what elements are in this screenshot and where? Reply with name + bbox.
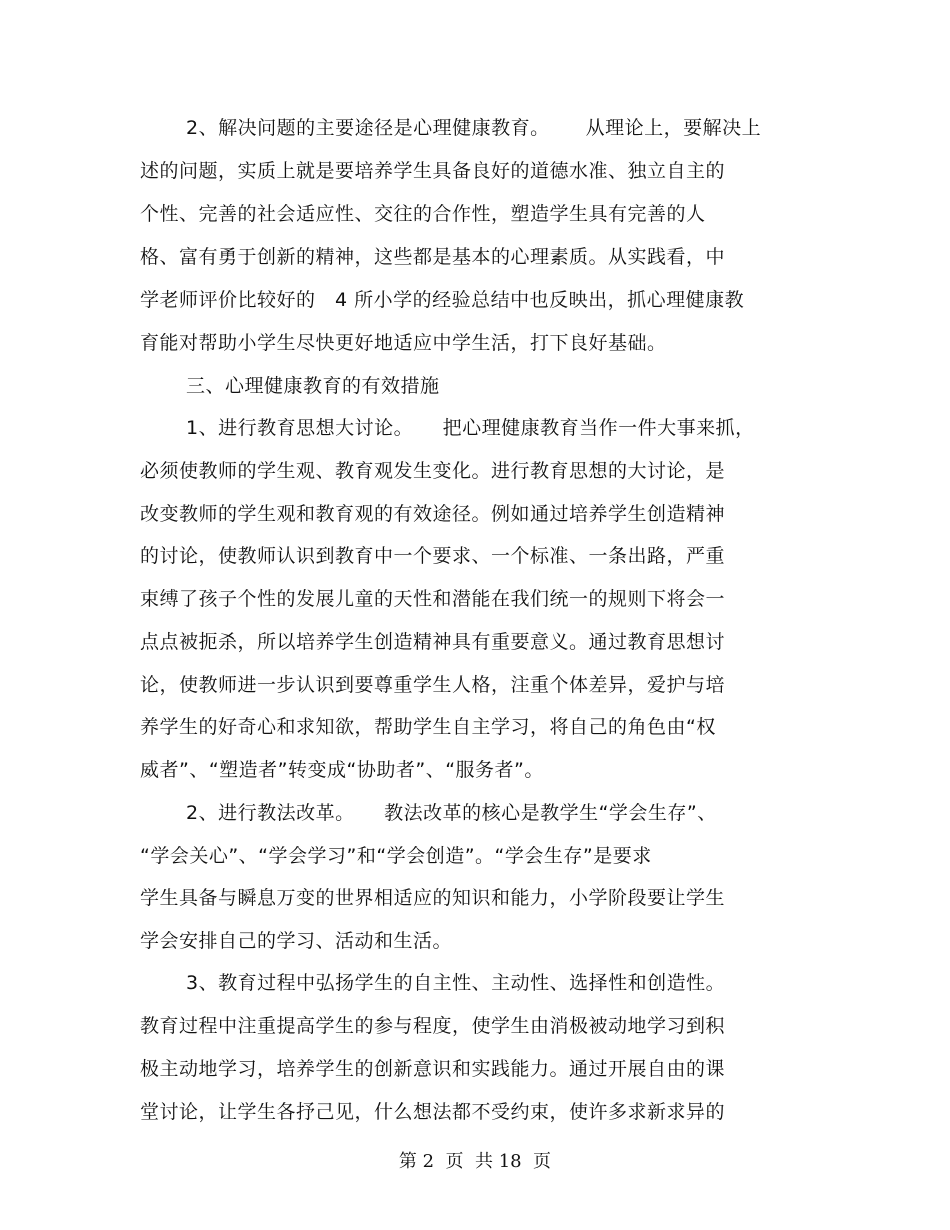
text-line-19: 学生具备与瞬息万变的世界相适应的知识和能力，小学阶段要让学生	[140, 887, 726, 909]
text-line-22: 教育过程中注重提高学生的参与程度，使学生由消极被动地学习到积	[140, 1015, 726, 1037]
text-line-11: 的讨论，使教师认识到教育中一个要求、一个标准、一条出路，严重	[140, 545, 726, 567]
text-line-17: 2、进行教法改革。 教法改革的核心是教学生“学会生存”、	[186, 802, 717, 824]
text-line-9: 必须使教师的学生观、教育观发生变化。进行教育思想的大讨论，是	[140, 460, 726, 482]
text-line-16: 威者”、“塑造者”转变成“协助者”、“服务者”。	[140, 759, 544, 781]
text-line-10: 改变教师的学生观和教育观的有效途径。例如通过培养学生创造精神	[140, 503, 726, 525]
text-line-3: 个性、完善的社会适应性、交往的合作性，塑造学生具有完善的人	[140, 203, 706, 225]
text-line-8: 1、进行教育思想大讨论。 把心理健康教育当作一件大事来抓，	[186, 417, 755, 439]
text-line-1: 2、解决问题的主要途径是心理健康教育。 从理论上，要解决上	[186, 117, 762, 139]
text-line-21: 3、教育过程中弘扬学生的自主性、主动性、选择性和创造性。	[186, 972, 726, 994]
page-number-footer: 第 2 页 共 18 页	[398, 1151, 552, 1172]
text-line-18: “学会关心”、“学会学习”和“学会创造”。“学会生存”是要求	[140, 845, 652, 867]
text-line-12: 束缚了孩子个性的发展儿童的天性和潜能在我们统一的规则下将会一	[140, 588, 726, 610]
text-line-15: 养学生的好奇心和求知欲，帮助学生自主学习，将自己的角色由“权	[140, 716, 716, 738]
text-line-20: 学会安排自己的学习、活动和生活。	[140, 930, 453, 952]
text-line-24: 堂讨论，让学生各抒己见，什么想法都不受约束，使许多求新求异的	[140, 1101, 726, 1123]
text-line-14: 论，使教师进一步认识到要尊重学生人格，注重个体差异，爱护与培	[140, 674, 726, 696]
text-line-13: 点点被扼杀，所以培养学生创造精神具有重要意义。通过教育思想讨	[140, 631, 726, 653]
section-heading: 三、心理健康教育的有效措施	[186, 375, 440, 397]
text-line-4: 格、富有勇于创新的精神，这些都是基本的心理素质。从实践看，中	[140, 246, 726, 268]
text-line-23: 极主动地学习，培养学生的创新意识和实践能力。通过开展自由的课	[140, 1058, 726, 1080]
text-line-6: 育能对帮助小学生尽快更好地适应中学生活，打下良好基础。	[140, 332, 667, 354]
text-line-5: 学老师评价比较好的 4 所小学的经验总结中也反映出，抓心理健康教	[140, 289, 745, 311]
text-line-2: 述的问题，实质上就是要培养学生具备良好的道德水准、独立自主的	[140, 160, 726, 182]
